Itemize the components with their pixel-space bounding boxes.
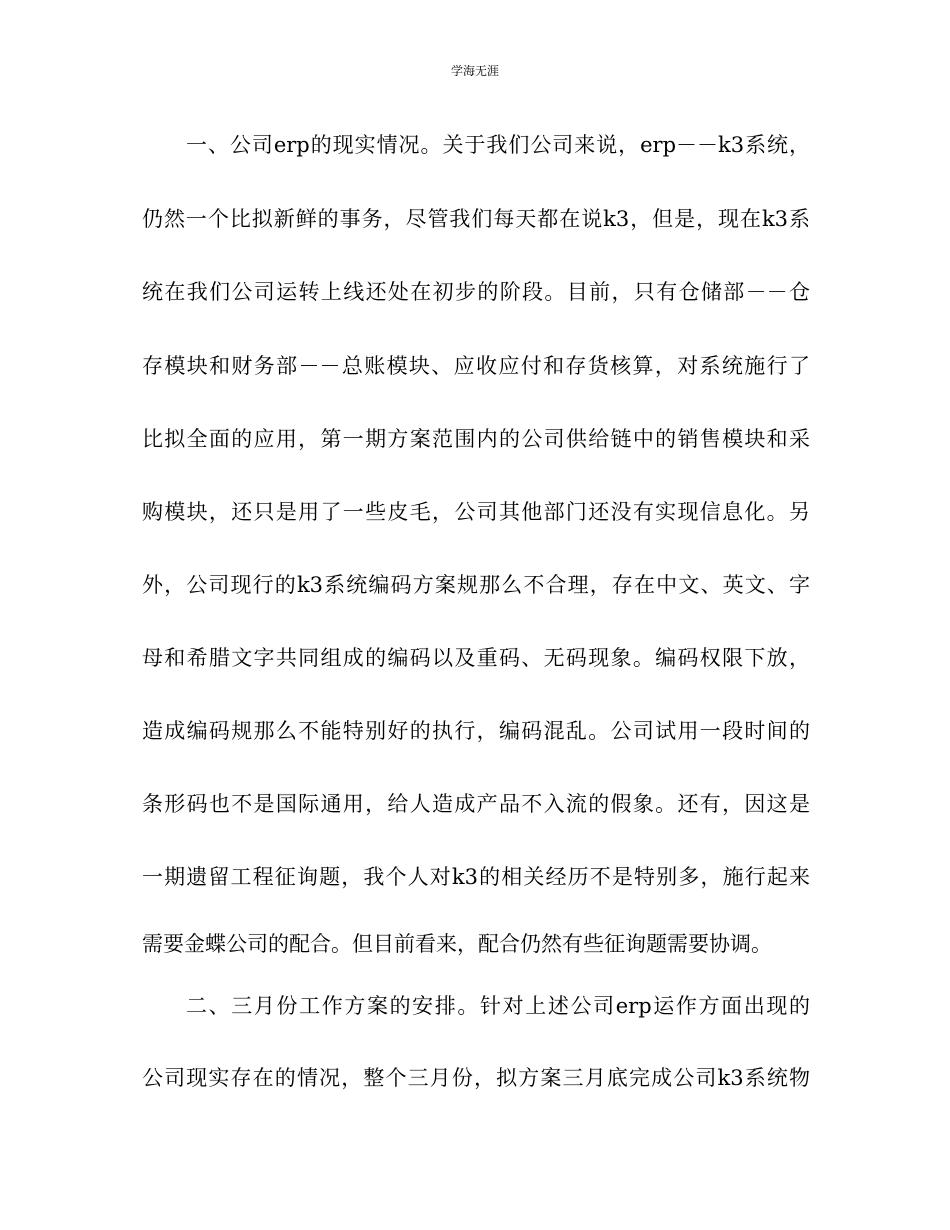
paragraph-line: 条形码也不是国际通用，给人造成产品不入流的假象。还有，因这是: [142, 792, 810, 816]
paragraph-line: 仍然一个比拟新鲜的事务，尽管我们每天都在说k3，但是，现在k3系: [142, 207, 810, 231]
paragraph-line: 外，公司现行的k3系统编码方案规那么不合理，存在中文、英文、字: [142, 573, 810, 597]
paragraph-line: 存模块和财务部－－总账模块、应收应付和存货核算，对系统施行了: [142, 354, 810, 378]
paragraph-line: 母和希腊文字共同组成的编码以及重码、无码现象。编码权限下放，: [142, 646, 810, 670]
paragraph-line: 比拟全面的应用，第一期方案范围内的公司供给链中的销售模块和采: [142, 427, 810, 451]
paragraph-line: 一、公司erp的现实情况。关于我们公司来说，erp－－k3系统，: [186, 133, 810, 157]
paragraph-line: 二、三月份工作方案的安排。针对上述公司erp运作方面出现的: [186, 994, 810, 1018]
paragraph-line: 一期遗留工程征询题，我个人对k3的相关经历不是特别多，施行起来: [142, 865, 810, 889]
paragraph-line: 需要金蝶公司的配合。但目前看来，配合仍然有些征询题需要协调。: [142, 932, 772, 956]
paragraph-line: 购模块，还只是用了一些皮毛，公司其他部门还没有实现信息化。另: [142, 500, 810, 524]
paragraph-line: 公司现实存在的情况，整个三月份，拟方案三月底完成公司k3系统物: [142, 1066, 810, 1090]
paragraph-line: 造成编码规那么不能特别好的执行，编码混乱。公司试用一段时间的: [142, 719, 810, 743]
page-header: 学海无涯: [450, 64, 499, 78]
paragraph-line: 统在我们公司运转上线还处在初步的阶段。目前，只有仓储部－－仓: [142, 280, 810, 304]
